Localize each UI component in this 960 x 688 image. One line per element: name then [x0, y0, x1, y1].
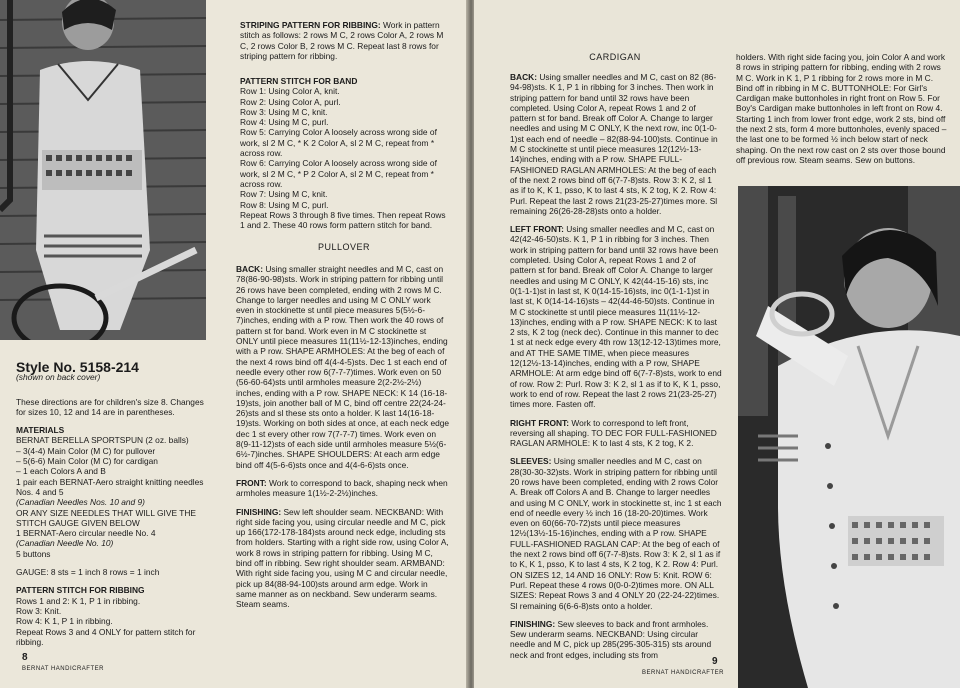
- page-number-left: 8: [22, 652, 28, 663]
- left-page: [0, 0, 468, 688]
- finishing-heading: FINISHING:: [236, 506, 282, 517]
- cardigan-back-body: Using smaller needles and M C, cast on 82 (86-94-98)sts. K 1, P 1 in ribbing for 3 inches. Then work in striping pattern for band until 32 rows have been completed. Using Color A, repeat Rows 1 and 2 of pattern st for band. Break off Color A. Change to larger needles and using M C ONLY, K the next row, inc 0(1-0-1)st each end of needle – 82(88-94-100)sts. Continue in M C stockinette st until piece measures 12(12½-13-14)inches, ending with a P row. SHAPE FULL-FASHIONED RAGLAN ARMHOLES: At the beg of each of the next 2 rows bind off 6(7-7-8)sts. Row 3: K 2, sl 1 as if to K, K 1, psso, K to last 4 sts, K 2 tog, K 2. Row 4: Purl. Repeat the last 2 rows 21(23-25-27)times more. Sl remaining 26(26-28-28)sts onto a holder.: [510, 72, 718, 216]
- material-item: – 3(4-4) Main Color (M C) for pullover: [16, 445, 156, 456]
- front-body: Work to correspond to back, shaping neck when armholes measure 1(1½-2-2½)inches.: [236, 477, 448, 499]
- material-item: 1 pair each BERNAT-Aero straight knitting needles Nos. 4 and 5: [16, 476, 204, 497]
- style-subtitle: (shown on back cover): [16, 372, 101, 383]
- sleeves-heading: SLEEVES:: [510, 456, 552, 467]
- ribbing-row: Row 3: Knit.: [16, 605, 62, 616]
- pullover-heading: PULLOVER: [317, 242, 371, 252]
- band-section: [240, 76, 448, 230]
- striping-section: [240, 20, 448, 69]
- band-row: Row 2: Using Color A, purl.: [240, 96, 341, 107]
- material-item: (Canadian Needles Nos. 10 and 9): [16, 497, 145, 508]
- cardigan-back-heading: BACK:: [510, 72, 537, 82]
- page-number-right: 9: [712, 656, 718, 667]
- footer-right: BERNAT HANDICRAFTER: [642, 670, 724, 676]
- materials-heading: MATERIALS: [16, 425, 65, 436]
- band-heading: PATTERN STITCH FOR BAND: [240, 76, 358, 86]
- size-directions: These directions are for children's size 8. Changes for sizes 10, 12 and 14 are in parentheses.: [16, 396, 204, 417]
- gauge: GAUGE: 8 sts = 1 inch 8 rows = 1 inch: [16, 567, 160, 578]
- material-item: OR ANY SIZE NEEDLES THAT WILL GIVE THE STITCH GAUGE GIVEN BELOW: [16, 507, 196, 528]
- boy-tennis-photo: [0, 0, 206, 340]
- cardigan-finishing-heading: FINISHING:: [510, 618, 556, 629]
- ribbing-row: Repeat Rows 3 and 4 ONLY for pattern stitch for ribbing.: [16, 626, 196, 647]
- material-item: – 1 each Colors A and B: [16, 466, 106, 477]
- ribbing-row: Row 4: K 1, P 1 in ribbing.: [16, 616, 113, 627]
- striping-body: Work in pattern stitch as follows: 2 rows M C, 2 rows Color A, 2 rows M C, 2 rows Color B, 2 rows M C. Repeat last 8 rows for striping pattern for ribbing.: [240, 20, 444, 61]
- band-row: Row 7: Using M C, knit.: [240, 189, 328, 200]
- material-item: 1 BERNAT-Aero circular needle No. 4: [16, 528, 156, 539]
- material-item: BERNAT BERELLA SPORTSPUN (2 oz. balls): [16, 435, 189, 446]
- material-item: (Canadian Needle No. 10): [16, 538, 114, 549]
- cardigan-heading: CARDIGAN: [589, 52, 641, 62]
- right-front-heading: RIGHT FRONT:: [510, 417, 570, 428]
- left-front-body: Using smaller needles and M C, cast on 42(42-46-50)sts. K 1, P 1 in ribbing for 3 inches. Then work in striping pattern for band until 32 rows have been completed. Using Color A, repeat Rows 1 and 2 of pattern st for band. Break off Color A. Change to larger needles and using M C ONLY, K 42(44-15-16) sts, inc 0(1-1-1)st in last st, K 0(14-15-16)sts, inc 0(1-1-1)st in last st, K 0(14-14-16)sts – 42(44-46-50)sts. Continue in M C stockinette st until piece measures 11(11½-12-13)inches, ending with a P row. SHAPE NECK: K to last 2 sts, K 2 tog (neck dec). Continue in this manner to dec 1 st at neck edge every 4th row 13(12-12-13)times more, and AT THE SAME TIME, when piece measures 12(12½-13-14)inches, ending with a P row, SHAPE ARMHOLE: At arm edge bind off 6(7-7-8)sts, work to end of row. Row 2: Purl. Row 3: K 2, sl 1 as if to K, K 1, psso, work to end of row. Repeat the last 2 rows 21(23-25-27) times more. Fasten off.: [510, 224, 722, 410]
- band-row: Row 6: Carrying Color A loosely across wrong side of work, sl 2 M C, * P 2 Color A, sl 2 M C, repeat from * across row.: [240, 158, 437, 189]
- boy-tennis-illustration: [0, 0, 206, 340]
- band-row: Row 4: Using M C, purl.: [240, 117, 329, 128]
- pullover-back-section: [236, 264, 450, 618]
- finishing-continued: holders. With right side facing you, join Color A and work 8 rows in striping pattern for ribbing, ending with 2 rows M C. Work in K 1, P 1 ribbing for 2 rows more in M C. Bind off in ribbing in M C. BUTTONHOLE: For Girl's Cardigan make buttonholes in right front on Row 5. For Boy's Cardigan make buttonholes in left front on Row 4. Starting 1 inch from lower front edge, work 2 sts, bind off the next 2 sts, form 4 more buttonholes, evenly spaced – the last one to be formed ½ inch below start of neck shaping. On the next row cast on 2 sts over those bound off previous row. Steam seams. Sew on buttons.: [736, 52, 947, 165]
- striping-heading: STRIPING PATTERN FOR RIBBING:: [240, 20, 381, 30]
- cardigan-col2: [736, 52, 950, 173]
- left-front-heading: LEFT FRONT:: [510, 224, 564, 235]
- band-row: Row 3: Using M C, knit.: [240, 106, 328, 117]
- back-heading: BACK:: [236, 264, 263, 274]
- right-front-body: Work to correspond to left front, reversing all shaping. TO DEC FOR FULL-FASHIONED RAGLAN ARMHOLE: K to last 4 sts, K 2 tog, K 2.: [510, 417, 717, 449]
- style-info: [16, 359, 206, 647]
- ribbing-row: Rows 1 and 2: K 1, P 1 in ribbing.: [16, 595, 141, 606]
- band-row: Row 8: Using M C, purl.: [240, 199, 329, 210]
- material-item: 5 buttons: [16, 548, 51, 559]
- finishing-body: Sew left shoulder seam. NECKBAND: With right side facing you, using circular needle and M C, pick up 166(172-178-184)sts around neck edge, including sts from holders. Starting with a right side row, using Color A, work 8 rows in striping pattern for ribbing. Using M C, bind off in ribbing. Sew right shoulder seam. ARMBAND: With right side facing you, using M C and circular needle, pick up 84(88-94-100)sts around arm edge. Work in same manner as on neckband. Sew underarm seams. Steam seams.: [236, 506, 449, 610]
- back-body: Using smaller straight needles and M C, cast on 78(86-90-98)sts. Work in striping pattern for ribbing until 26 rows have been completed, ending with 2 rows M C. Change to larger needles and using M C ONLY work even in stockinette st until piece measures 5(5½-6-7)inches, ending with a P row. Then work the 40 rows of pattern st for band. Work even in M C stockinette st ONLY until piece measures 11(11½-12-13)inches, ending with a P row. SHAPE ARMHOLES: At the beg of each of the next 4 rows bind off 4(4-4-5)sts. Dec 1 st each end of needle every other row 6(7-7-7)times. Work even on 50 (56-60-64)sts until armholes measure 2(2-2½-2½) inches, ending with a P row. SHAPE NECK: K 14 (16-18-19)sts, join another ball of M C, bind off centre 22(24-24-26)sts and sl these sts onto a holder. K last 14(16-18-19)sts. Working on both sides at once, at each neck edge dec 1 st every other row 7(7-7-7) times. Work even on 8(9-11-12)sts of each side until armholes measure 5½(6-6½-7)inches. SHAPE SHOULDERS: At each arm edge bind off 4(5-6-6)sts once and 4(4-6-6)sts once.: [236, 264, 450, 470]
- band-row: Row 5: Carrying Color A loosely across wrong side of work, sl 2 M C, * K 2 Color A, sl 2 M C, repeat from * across row.: [240, 127, 437, 159]
- footer-left: BERNAT HANDICRAFTER: [22, 666, 104, 672]
- band-row: Repeat Rows 3 through 8 five times. Then repeat Rows 1 and 2. These 40 rows form pattern stitch for band.: [240, 209, 446, 231]
- front-heading: FRONT:: [236, 477, 267, 488]
- sleeves-body: Using smaller needles and M C, cast on 28(30-30-32)sts. Work in striping pattern for ribbing until 20 rows have been completed, ending with 2 rows Color A. Break off Colors A and B. Change to larger needles and using M C ONLY, work in stockinette st, inc 1 st each end of needle every ½ inch 16 (18-20-20)times. Work even on 60(66-70-72)sts until piece measures 12½(13½-15-16)inches, ending with a P row. SHAPE FULL-FASHIONED RAGLAN CAP: At the beg of each of the next 2 rows bind off 6(7-7-8)sts. Row 3: K 2, sl 1 as if to K, K 1, psso, K to last 4 sts, K 2 tog, K 2. Row 4: Purl. ON SIZES 12, 14 AND 16 ONLY: Row 5: Knit. ROW 6: Purl. Repeat these 4 rows 0(0-0-2)times more. ON ALL SIZES: Repeat Rows 3 and 4 ONLY 20 (22-24-22)times. Sl remaining 6(6-6-8)sts onto a holder.: [510, 456, 722, 611]
- cardigan-finishing-body: Sew sleeves to back and front armholes. Sew underarm seams. NECKBAND: Using circular needle and M C, pick up 285(295-305-315) sts around neck and front edges, including sts from: [510, 618, 712, 660]
- cardigan-col1: [510, 72, 722, 668]
- material-item: – 5(6-6) Main Color (M C) for cardigan: [16, 456, 158, 467]
- style-number: Style No. 5158-214: [16, 359, 139, 375]
- boy-cardigan-photo: [738, 186, 960, 688]
- boy-cardigan-illustration: [738, 186, 960, 688]
- band-row: Row 1: Using Color A, knit.: [240, 86, 340, 97]
- ribbing-heading: PATTERN STITCH FOR RIBBING: [16, 585, 145, 596]
